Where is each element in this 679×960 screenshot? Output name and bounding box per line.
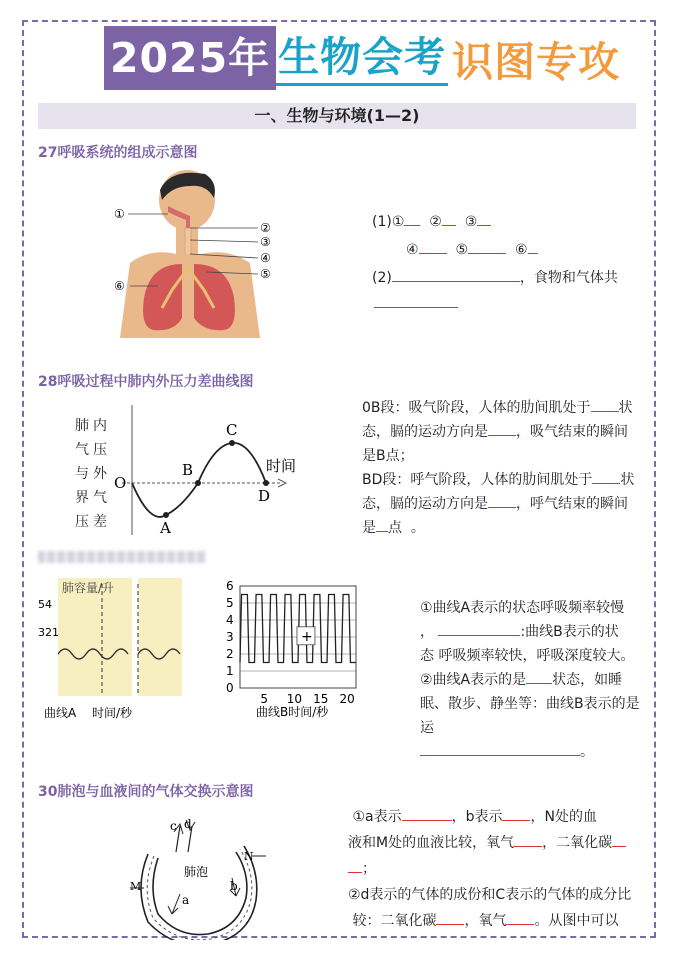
label-b: b <box>230 879 238 893</box>
q28-subtitle: 28呼吸过程中肺内外压力差曲线图 <box>38 374 254 390</box>
chart-b-xtick: 5 <box>260 692 269 706</box>
chart-b-ytick: 4 <box>226 613 234 627</box>
q27-label-2: ② <box>260 221 271 235</box>
point-c: C <box>226 421 238 439</box>
chart-a-time: 时间/秒 <box>92 706 133 720</box>
q27-label-1: ① <box>114 207 125 221</box>
chart-a-ticks-mid: 321 <box>38 626 59 639</box>
q29-subtitle-obscured <box>38 551 206 563</box>
chart-b-plot <box>226 579 356 706</box>
q27-label-5: ⑤ <box>260 267 271 281</box>
chart-b-xtick: 20 <box>339 692 355 706</box>
chart-b-ytick: 6 <box>226 579 234 593</box>
chart-b-ytick: 2 <box>226 647 234 661</box>
label-n: N <box>244 850 254 863</box>
label-alveolus: 肺泡 <box>184 865 209 879</box>
alveolus-figure <box>128 818 278 940</box>
q30-text: ①a表示 ，b表示 ，N处的血 液和M处的血液比较，氧气 ，二氧化碳 ； ②d表示的气体的成份和C表示的气体的成分比 较：二氧化碳 ，氧气 。从图中可以 <box>348 804 654 934</box>
chart-a-caption: 曲线A <box>44 706 77 720</box>
pressure-curve-figure <box>110 395 310 545</box>
point-b: B <box>182 461 194 479</box>
chart-b-ytick: 1 <box>226 664 234 678</box>
q27-label-4: ④ <box>260 251 271 265</box>
page-title <box>104 26 624 90</box>
point-a: A <box>160 519 171 537</box>
q27-line1: (1)① ② ③ <box>372 210 491 234</box>
chart-b-ytick: 5 <box>226 596 234 610</box>
q30-subtitle: 30肺泡与血液间的气体交换示意图 <box>38 784 254 800</box>
chart-b <box>224 576 364 726</box>
q29-text: ①曲线A表示的状态呼吸频率较慢 ， :曲线B表示的状 态 呼吸频率较快，呼吸深度较大。 ②曲线A表示的是 状态，如睡 眠、散步、静坐等：曲线B表示的是运 。 <box>420 600 640 760</box>
q27-subtitle: 27呼吸系统的组成示意图 <box>38 145 198 161</box>
chart-b-caption: 曲线B时间/秒 <box>256 705 329 719</box>
chart-a <box>38 574 188 724</box>
title-subject: 生物会考 <box>276 31 448 86</box>
q28-ylabel: 肺内 气压 与外 界气 压差 <box>75 418 111 530</box>
q27-line4 <box>374 292 458 316</box>
chart-b-ytick: 3 <box>226 630 234 644</box>
chart-b-xtick: 10 <box>286 692 303 706</box>
q28-text: 0B段：吸气阶段，人体的肋间肌处于 状 态，膈的运动方向是 ，吸气结束的瞬间 是B点； BD段：呼气阶段，人体的肋间肌处于 状 态，膈的运动方向是 ，呼气结束的瞬间 是 点 。 <box>362 396 652 540</box>
section-heading: 一、生物与环境(1—2) <box>38 103 636 129</box>
respiratory-system-figure <box>110 168 290 338</box>
title-year: 2025年 <box>104 26 276 90</box>
q27-label-3: ③ <box>260 235 271 249</box>
chart-b-plus: + <box>300 628 313 645</box>
point-o: O <box>114 474 127 492</box>
label-a: a <box>182 893 190 907</box>
q27-label-6: ⑥ <box>114 279 125 293</box>
label-c: c <box>170 819 177 833</box>
title-topic: 识图专攻 <box>452 37 621 86</box>
label-m: M <box>130 880 142 893</box>
chart-a-ylabel: 肺容量/升 <box>62 581 115 595</box>
chart-a-ticks-top: 54 <box>38 598 52 611</box>
chart-b-xtick: 15 <box>313 692 329 706</box>
label-d: d <box>184 818 192 831</box>
point-d: D <box>258 487 271 505</box>
chart-b-ytick: 0 <box>226 681 234 695</box>
q27-line3: (2) ，食物和气体共 <box>372 266 618 290</box>
x-axis-label: 时间 <box>266 457 297 475</box>
q27-line2: ④ ⑤ ⑥ <box>406 238 538 262</box>
